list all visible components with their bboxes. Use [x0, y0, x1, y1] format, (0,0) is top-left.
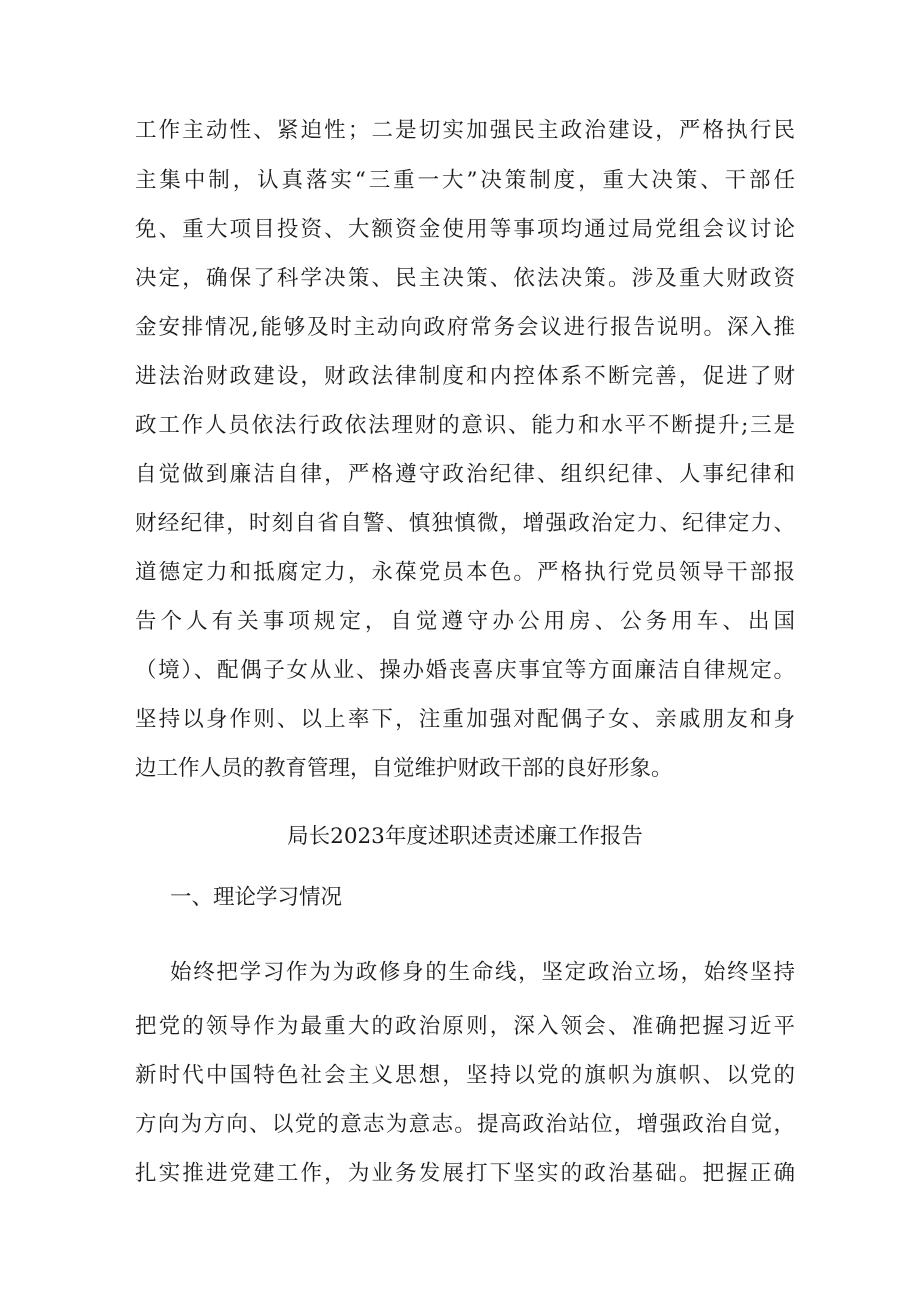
paragraph-line: 进法治财政建设，财政法律制度和内控体系不断完善，促进了财 — [135, 364, 795, 389]
paragraph-line: 主集中制，认真落实“三重一大”决策制度，重大决策、干部任 — [135, 168, 795, 193]
paragraph-line: 把党的领导作为最重大的政治原则，深入领会、准确把握习近平 — [135, 1014, 795, 1039]
section-heading: 一、理论学习情况 — [170, 885, 343, 910]
paragraph-line: 坚持以身作则、以上率下，注重加强对配偶子女、亲戚朋友和身 — [135, 707, 795, 732]
paragraph-line: 新时代中国特色社会主义思想，坚持以党的旗帜为旗帜、以党的 — [135, 1063, 795, 1088]
paragraph-line: 金安排情况,能够及时主动向政府常务会议进行报告说明。深入推 — [135, 315, 795, 340]
paragraph-line: 财经纪律，时刻自省自警、慎独慎微，增强政治定力、纪律定力、 — [135, 511, 795, 536]
paragraph-line: 始终把学习作为为政修身的生命线，坚定政治立场，始终坚持 — [170, 960, 795, 985]
report-title: 局长2023年度述职述责述廉工作报告 — [287, 824, 643, 849]
paragraph-line: 方向为方向、以党的意志为意志。提高政治站位，增强政治自觉， — [135, 1112, 795, 1137]
paragraph-line: 边工作人员的教育管理，自觉维护财政干部的良好形象。 — [135, 756, 673, 781]
paragraph-line: 决定，确保了科学决策、民主决策、依法决策。涉及重大财政资 — [135, 266, 795, 291]
paragraph-line: 扎实推进党建工作，为业务发展打下坚实的政治基础。把握正确 — [135, 1161, 795, 1186]
paragraph-line: 免、重大项目投资、大额资金使用等事项均通过局党组会议讨论 — [135, 217, 795, 242]
paragraph-line: 政工作人员依法行政依法理财的意识、能力和水平不断提升;三是 — [135, 413, 795, 438]
paragraph-line: 工作主动性、紧迫性；二是切实加强民主政治建设，严格执行民 — [135, 118, 795, 143]
paragraph-line: 自觉做到廉洁自律，严格遵守政治纪律、组织纪律、人事纪律和 — [135, 462, 795, 487]
paragraph-line: 告个人有关事项规定，自觉遵守办公用房、公务用车、出国 — [135, 609, 795, 634]
paragraph-line: 道德定力和抵腐定力，永葆党员本色。严格执行党员领导干部报 — [135, 560, 795, 585]
paragraph-line: （境）、配偶子女从业、操办婚丧喜庆事宜等方面廉洁自律规定。 — [135, 658, 795, 683]
